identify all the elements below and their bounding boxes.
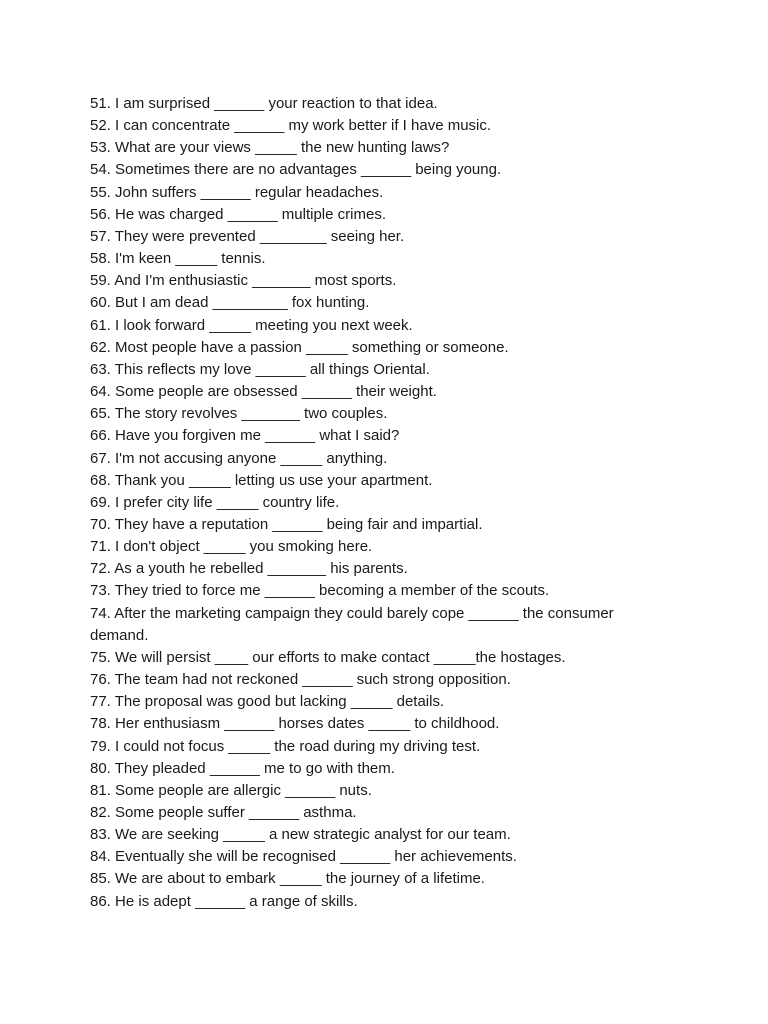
- exercise-item-59: 59. And I'm enthusiastic _______ most sports.: [90, 272, 397, 290]
- exercise-item-75: 75. We will persist ____ our efforts to make contact _____the hostages.: [90, 648, 566, 666]
- exercise-list: [90, 93, 690, 913]
- exercise-item-67: 67. I'm not accusing anyone _____ anything.: [90, 449, 388, 467]
- exercise-item-52: 52. I can concentrate ______ my work better if I have music.: [90, 117, 492, 135]
- exercise-item-65: 65. The story revolves _______ two couples.: [90, 405, 388, 423]
- exercise-item-53: 53. What are your views _____ the new hunting laws?: [90, 139, 450, 157]
- exercise-item-60: 60. But I am dead _________ fox hunting.: [90, 294, 370, 312]
- exercise-item-74: 74. After the marketing campaign they could barely cope ______ the consumer: [90, 604, 614, 622]
- exercise-item-80: 80. They pleaded ______ me to go with them.: [90, 759, 395, 777]
- exercise-item-77: 77. The proposal was good but lacking _____ details.: [90, 693, 445, 711]
- exercise-item-64: 64. Some people are obsessed ______ their weight.: [90, 383, 437, 401]
- exercise-item-83: 83. We are seeking _____ a new strategic analyst for our team.: [90, 826, 511, 844]
- exercise-item-63: 63. This reflects my love ______ all things Oriental.: [90, 360, 430, 378]
- exercise-item-54: 54. Sometimes there are no advantages ______ being young.: [90, 161, 502, 179]
- exercise-item-57: 57. They were prevented ________ seeing her.: [90, 227, 405, 245]
- exercise-item-58: 58. I'm keen _____ tennis.: [90, 250, 266, 268]
- exercise-item-81: 81. Some people are allergic ______ nuts.: [90, 781, 372, 799]
- exercise-item-82: 82. Some people suffer ______ asthma.: [90, 804, 357, 821]
- exercise-item-76: 76. The team had not reckoned ______ such strong opposition.: [90, 671, 511, 689]
- exercise-item-66: 66. Have you forgiven me ______ what I said?: [90, 427, 400, 445]
- exercise-item-73: 73. They tried to force me ______ becoming a member of the scouts.: [90, 582, 550, 600]
- exercise-item-78: 78. Her enthusiasm ______ horses dates _____ to childhood.: [90, 715, 500, 733]
- exercise-item-62: 62. Most people have a passion _____ something or someone.: [90, 338, 509, 356]
- exercise-item-79: 79. I could not focus _____ the road during my driving test.: [90, 737, 481, 755]
- exercise-item-51: 51. I am surprised ______ your reaction to that idea.: [90, 95, 438, 112]
- exercise-item-70: 70. They have a reputation ______ being fair and impartial.: [90, 515, 483, 533]
- exercise-item-72: 72. As a youth he rebelled _______ his parents.: [90, 560, 408, 578]
- exercise-item-85: 85. We are about to embark _____ the journey of a lifetime.: [90, 870, 485, 888]
- exercise-item-69: 69. I prefer city life _____ country life.: [90, 493, 340, 511]
- exercise-item-86: 86. He is adept ______ a range of skills.: [90, 892, 358, 910]
- exercise-item-74-continuation: demand.: [90, 626, 149, 644]
- exercise-item-84: 84. Eventually she will be recognised ______ her achievements.: [90, 848, 517, 866]
- exercise-item-68: 68. Thank you _____ letting us use your apartment.: [90, 471, 433, 489]
- exercise-item-71: 71. I don't object _____ you smoking here.: [90, 538, 373, 556]
- exercise-item-61: 61. I look forward _____ meeting you next week.: [90, 316, 413, 334]
- exercise-item-55: 55. John suffers ______ regular headaches.: [90, 183, 384, 201]
- exercise-item-56: 56. He was charged ______ multiple crimes.: [90, 205, 386, 223]
